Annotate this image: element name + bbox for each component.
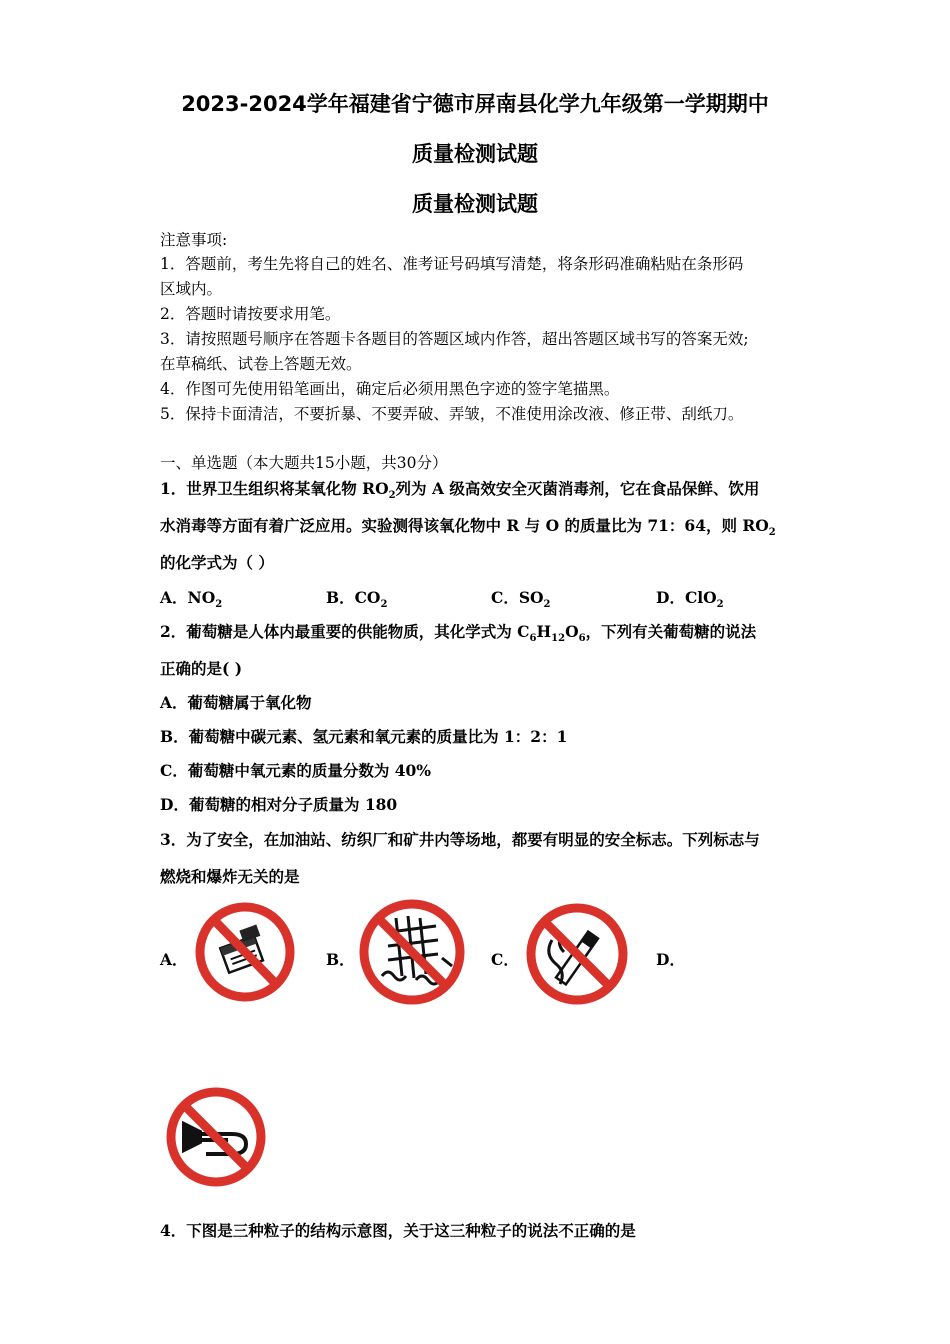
question-2-line2: 正确的是( ) (160, 659, 243, 678)
section-heading: 一、单选题（本大题共15小题，共30分） (160, 454, 448, 472)
question-1-line3: 的化学式为（ ） (160, 553, 274, 572)
note-line: 1．答题前，考生先将自己的姓名、准考证号码填写清楚，将条形码准确粘贴在条形码 (160, 255, 744, 273)
question-4-line1: 4．下图是三种粒子的结构示意图，关于这三种粒子的说法不正确的是 (160, 1221, 636, 1240)
question-1-option-a[interactable]: A．$NO_2$ (160, 588, 223, 611)
note-line: 2．答题时请按要求用笔。 (160, 305, 341, 323)
notes-heading: 注意事项: (160, 231, 228, 249)
exam-title-line1: 2023-2024学年福建省宁德市屏南县化学九年级第一学期期中 (181, 92, 769, 116)
exam-title-line2: 质量检测试题 (412, 142, 538, 166)
question-3-option-a-label[interactable]: A． (160, 950, 188, 969)
question-3-option-d-label[interactable]: D． (656, 950, 685, 969)
note-line: 区域内。 (160, 280, 223, 298)
question-2-line1: 2．葡萄糖是人体内最重要的供能物质，其化学式为 $C_6H_{12}O_6$，下列有关葡萄糖的说法 (160, 622, 757, 645)
note-line: 4．作图可先使用铅笔画出，确定后必须用黑色字迹的签字笔描黑。 (160, 380, 620, 398)
question-3-option-b-label[interactable]: B． (326, 950, 355, 969)
note-line: 在草稿纸、试卷上答题无效。 (160, 355, 362, 373)
question-1-option-d[interactable]: D．ClO$_2$ (656, 588, 724, 611)
question-2-option-c[interactable]: C．葡萄糖中氧元素的质量分数为 40% (160, 761, 432, 780)
no-honking-sign-icon[interactable] (162, 1082, 270, 1192)
question-2-option-b[interactable]: B．葡萄糖中碳元素、氢元素和氧元素的质量比为 1：2：1 (160, 727, 568, 746)
question-1-option-c[interactable]: C．$SO_2$ (491, 588, 551, 611)
question-1-line2: 水消毒等方面有着广泛应用。实验测得该氧化物中 R 与 O 的质量比为 71：64，则 $RO_2$ (160, 516, 776, 539)
question-1-line1: 1．世界卫生组织将某氧化物 $RO_2$列为 A 级高效安全灭菌消毒剂，它在食品保鲜、饮用 (160, 479, 760, 502)
question-1-option-b[interactable]: B．$CO_2$ (326, 588, 388, 611)
exam-title-line3: 质量检测试题 (412, 192, 538, 216)
question-3-line1: 3．为了安全，在加油站、纺织厂和矿井内等场地，都要有明显的安全标志。下列标志与 (160, 830, 760, 849)
note-line: 5．保持卡面清洁，不要折暴、不要弄破、弄皱，不准使用涂改液、修正带、刮纸刀。 (160, 405, 744, 423)
no-smoking-sign-icon[interactable] (522, 900, 632, 1008)
question-3-line2: 燃烧和爆炸无关的是 (160, 867, 300, 886)
no-firecrackers-sign-icon[interactable] (356, 896, 468, 1008)
no-matches-sign-icon[interactable] (190, 900, 300, 1004)
question-3-option-c-label[interactable]: C． (491, 950, 519, 969)
note-line: 3．请按照题号顺序在答题卡各题目的答题区域内作答，超出答题区域书写的答案无效; (160, 330, 749, 348)
question-2-option-a[interactable]: A．葡萄糖属于氧化物 (160, 693, 312, 712)
question-2-option-d[interactable]: D．葡萄糖的相对分子质量为 180 (160, 795, 398, 814)
